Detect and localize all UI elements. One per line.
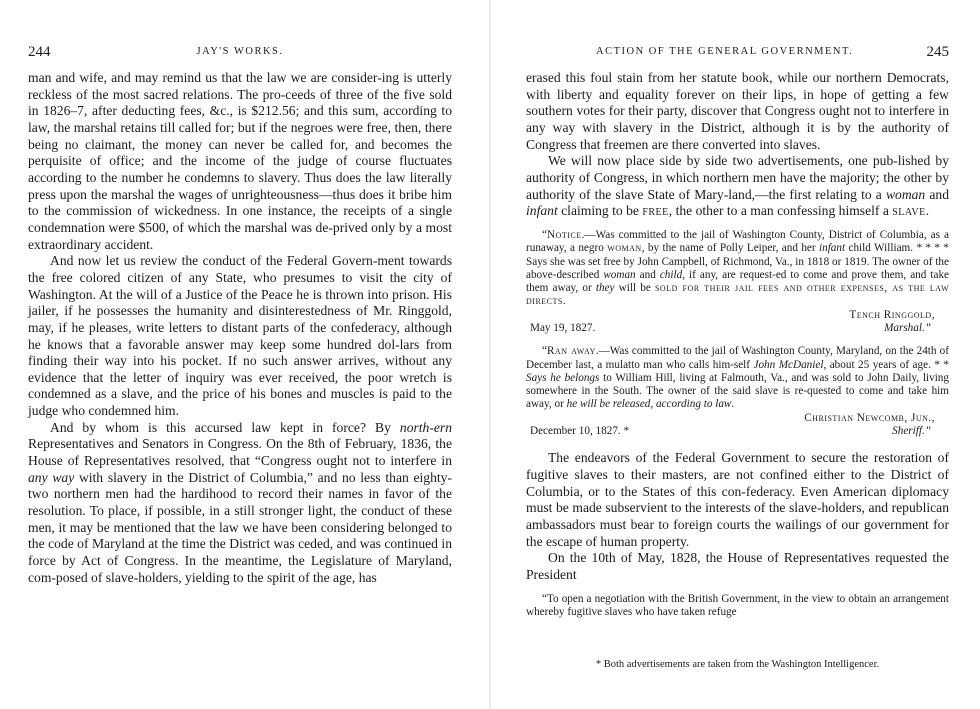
text-run: And by whom is this accursed law kept in force? By: [50, 419, 400, 435]
text-run: “: [542, 228, 547, 241]
running-head-right: ACTION OF THE GENERAL GOVERNMENT.: [596, 46, 854, 57]
page-number-left: 244: [28, 44, 51, 60]
italic-run: child: [659, 268, 683, 281]
text-run: “: [542, 345, 547, 358]
right-page-body: [526, 70, 949, 619]
advertisement-signature: [526, 412, 949, 425]
small-caps-run: sold for their jail fees and other expenses, as the law directs: [526, 282, 949, 308]
text-run: child William. * * * * Says she was set free by John Campbell, of Richmond, Va., in 1818 or 1819. The owner of the above-described: [526, 242, 949, 281]
italic-run: they: [595, 282, 615, 295]
signatory-title: Marshal.”: [884, 321, 931, 334]
right-page-header: [526, 44, 949, 64]
advertisement-ran-away: [526, 345, 949, 411]
italic-run: Says he belongs: [526, 371, 600, 384]
page-number-right: 245: [926, 44, 949, 60]
italic-run: woman: [603, 268, 636, 281]
signatory-name: Tench Ringgold,: [849, 308, 935, 321]
right-page: [490, 0, 980, 709]
text-run: .: [925, 203, 930, 219]
italic-run: infant: [526, 203, 558, 219]
text-run: claiming to be: [557, 203, 643, 219]
advertisement-date: May 19, 1827.: [530, 321, 596, 334]
text-run: .—Was committed to the jail of Washington County, Maryland, on the 24th of December last, a mulatto man who calls him-self: [526, 345, 949, 371]
paragraph: And now let us review the conduct of the Federal Govern-ment towards the free colored citizen of any State, who presumes to visit the city of Washington. At the will of a Justice of the Peace he is thrown into prison. His jailer, if he possesses the humanity and disinterestedness of Mr. Ringgold, may, if he pleases, write letters to distant parts of the confederacy, although he knows that a favorable answer may keep some hundred dol-lars from finding their way into his pocket. If no such answer arrives, without any evidence that the letter of inquiry was ever received, the poor wretch is condemned as a slave, and the price of his bones and muscles is paid to the judge who condemned him.: [28, 253, 452, 419]
paragraph: [526, 153, 949, 220]
left-page-header: [28, 44, 452, 64]
italic-run: John McDaniel: [753, 358, 824, 371]
italic-run: any way: [28, 469, 75, 485]
paragraph: erased this foul stain from her statute book, while our northern Democrats, with liberty and equality forever on their lips, in hope of getting a few southern votes for their party, discover that Congress ought not to interfere in any way with slavery in the District, although it is by the authority of Congress that freemen are there converted into slaves.: [526, 70, 949, 152]
text-run: will be: [614, 282, 655, 295]
small-caps-run: Ran away: [546, 345, 596, 358]
block-quote: “To open a negotiation with the British Government, in the view to obtain an arrangement whereby fugitive slaves who have taken refuge: [526, 592, 949, 618]
text-run: , about 25 years of age. * *: [823, 358, 949, 371]
small-caps-run: slave: [892, 203, 926, 219]
signatory-title: Sheriff.”: [892, 425, 931, 438]
advertisement-date: December 10, 1827. *: [530, 425, 630, 438]
small-caps-run: Notice: [546, 228, 582, 241]
italic-run: infant: [819, 242, 846, 255]
italic-run: woman: [885, 186, 926, 202]
text-run: .: [731, 398, 735, 411]
footnote: * Both advertisements are taken from the Washington Intelligencer.: [595, 659, 880, 670]
advertisement-date-line: [526, 322, 949, 335]
advertisement-date-line: [526, 425, 949, 438]
advertisement-signature: [526, 309, 949, 322]
running-head-left: JAY'S WORKS.: [196, 46, 284, 57]
text-run: .: [562, 295, 566, 308]
text-run: with slavery in the District of Columbia,” and no less than eighty-two northern men had the hardihood to record their names in favor of the resolution. To place, if possible, in a still stronger light, the conduct of these men, it may be mentioned that the law we have been considering belonged to the code of Maryland at the time the District was ceded, and was continued in force by Act of Congress. In the meantime, the Legislature of Maryland, com-posed of slave-holders, yielding to the spirit of the age, has: [28, 469, 452, 585]
advertisement-notice: [526, 229, 949, 309]
paragraph: man and wife, and may remind us that the law we are consider-ing is utterly reckless of the most sacred relations. The pro-ceeds of three of the five sold in 1826–7, after deducting fees, &c., is $212.56; and this sum, according to law, the marshal retains till called for; but if the negroes were free, then, there being no claimant, the money can never be called for, and becomes the perquisite of office; and the income of the judge of course fluctuates according to the number he condemns to slavery. Thus does the law literally press upon the marshal the wages of unrighteousness—thus does it bribe him to the commission of wickedness. In one instance, the receipts of a single condemnation were $500, of which the marshal was de-prived only by a most extraordinary accident.: [28, 70, 452, 252]
signatory-name: Christian Newcomb, Jun.,: [804, 411, 935, 424]
text-run: and: [635, 268, 660, 281]
text-run: , the other to a man confessing himself a: [668, 203, 893, 219]
text-run: We will now place side by side two advertisements, one pub-lished by authority of Congress, in which northern men have the majority; the other by authority of the slave State of Mary-land,—the first relating to a: [526, 153, 949, 202]
paragraph: The endeavors of the Federal Government to secure the restoration of fugitive slaves to their masters, are not confined either to the District of Columbia, or to the States of this con-federacy. Even American diplomacy must be made subservient to the interests of the slave-holders, and republican ambassadors must bear to foreign courts the wailings of our government for the escape of human property.: [526, 450, 949, 549]
text-run: .—Was committed to the jail of Washington County, District of Columbia, as a runaway, a negro: [526, 228, 949, 255]
italic-run: he will be released, according to law: [566, 398, 732, 411]
paragraph: On the 10th of May, 1828, the House of Representatives requested the President: [526, 550, 949, 582]
small-caps-run: free: [642, 203, 669, 219]
left-page-body: [28, 70, 452, 586]
text-run: to William Hill, living at Falmouth, Va., and was sold to John Daily, living somewhere in the South. The owner of the said slave is re-quested to come and take him away, or: [526, 371, 949, 411]
paragraph: [28, 420, 452, 587]
text-run: Representatives and Senators in Congress. On the 8th of February, 1836, the House of Representatives resolved, that “Congress ought not to interfere in: [28, 436, 452, 469]
small-caps-run: woman: [607, 242, 642, 255]
italic-run: north-ern: [399, 419, 452, 435]
text-run: , by the name of Polly Leiper, and her: [641, 242, 819, 255]
text-run: and: [925, 186, 949, 202]
text-run: , if any, are request-ed to come and prove them, and take them away, or: [526, 268, 949, 295]
